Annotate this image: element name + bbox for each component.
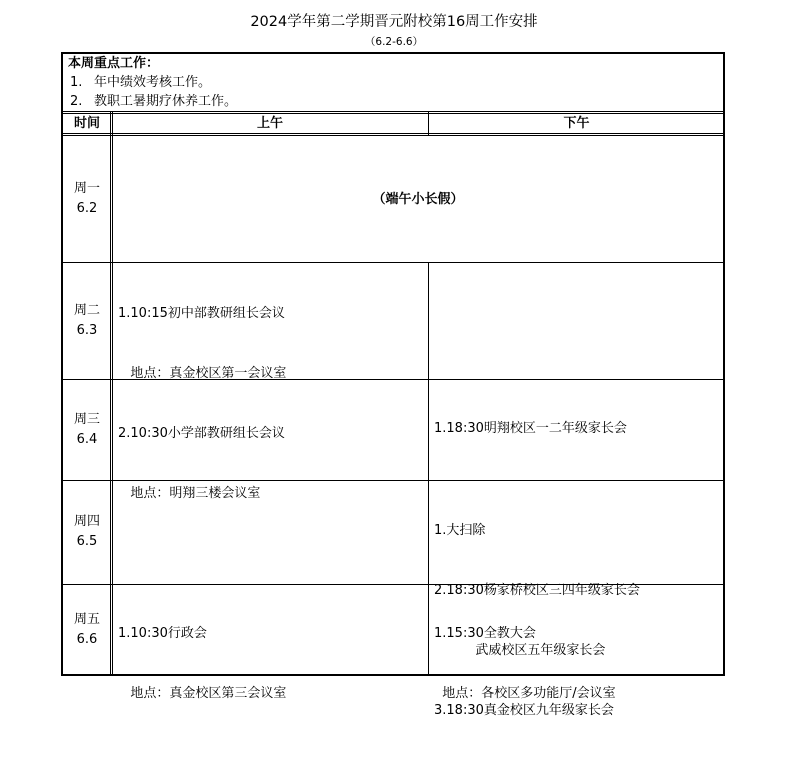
schedule-line: 地点：真金校区第一会议室 (118, 366, 287, 381)
morning-schedule (118, 264, 286, 544)
divider (63, 262, 723, 263)
schedule-line: 1.15:30全教大会 (434, 626, 536, 641)
day-name: 周五 (73, 612, 100, 627)
day-date: 6.5 (76, 534, 98, 549)
schedule-line: 地点：真金校区第三会议室 (118, 686, 287, 701)
day-date: 6.2 (76, 201, 98, 216)
column-header-afternoon: 下午 (563, 116, 590, 131)
focus-item-text: 教职工暑期疗休养工作。 (94, 94, 238, 109)
focus-heading: 本周重点工作： (68, 56, 160, 71)
schedule-line: 2.18:30杨家桥校区三四年级家长会 (434, 583, 640, 598)
day-label-wednesday (63, 410, 111, 450)
holiday-note: （端午小长假） (372, 192, 464, 207)
day-name: 周一 (73, 181, 100, 196)
morning-schedule (118, 584, 286, 744)
focus-item (68, 73, 723, 92)
schedule-line: 1.10:30行政会 (118, 626, 207, 641)
schedule-line: 1.大扫除 (434, 523, 486, 538)
day-label-friday (63, 610, 111, 650)
weekly-focus (63, 54, 723, 112)
focus-item-number: 1. (70, 75, 83, 90)
focus-item (68, 92, 723, 111)
focus-item-number: 2. (70, 94, 83, 109)
divider (63, 133, 723, 134)
schedule-line: 地点：各校区多功能厅/会议室 (434, 686, 616, 701)
day-label-thursday (63, 512, 111, 552)
column-header-morning: 上午 (256, 116, 283, 131)
schedule-line: 地点：明翔三楼会议室 (118, 486, 261, 501)
day-name: 周四 (73, 514, 100, 529)
page-title: 2024学年第二学期晋元附校第16周工作安排 (250, 14, 538, 30)
day-name: 周二 (73, 303, 100, 318)
day-date: 6.4 (76, 432, 98, 447)
afternoon-schedule (434, 379, 627, 479)
day-name: 周三 (73, 412, 100, 427)
day-date: 6.3 (76, 323, 98, 338)
schedule-line: 3.18:30真金校区九年级家长会 (434, 703, 614, 718)
afternoon-schedule (434, 584, 616, 744)
divider (428, 112, 429, 136)
divider (428, 262, 429, 676)
day-date: 6.6 (76, 632, 98, 647)
divider (63, 135, 723, 136)
schedule-line: 1.10:15初中部教研组长会议 (118, 306, 285, 321)
schedule-line: 2.10:30小学部教研组长会议 (118, 426, 285, 441)
day-label-monday (63, 179, 111, 219)
column-header-time: 时间 (73, 116, 100, 131)
schedule-table (61, 52, 725, 718)
day-label-tuesday (63, 301, 111, 341)
schedule-line: 武威校区五年级家长会 (434, 643, 606, 658)
date-range: （6.2-6.6） (364, 36, 424, 48)
focus-item-text: 年中绩效考核工作。 (94, 75, 212, 90)
schedule-line: 1.18:30明翔校区一二年级家长会 (434, 421, 627, 436)
divider (63, 111, 723, 112)
